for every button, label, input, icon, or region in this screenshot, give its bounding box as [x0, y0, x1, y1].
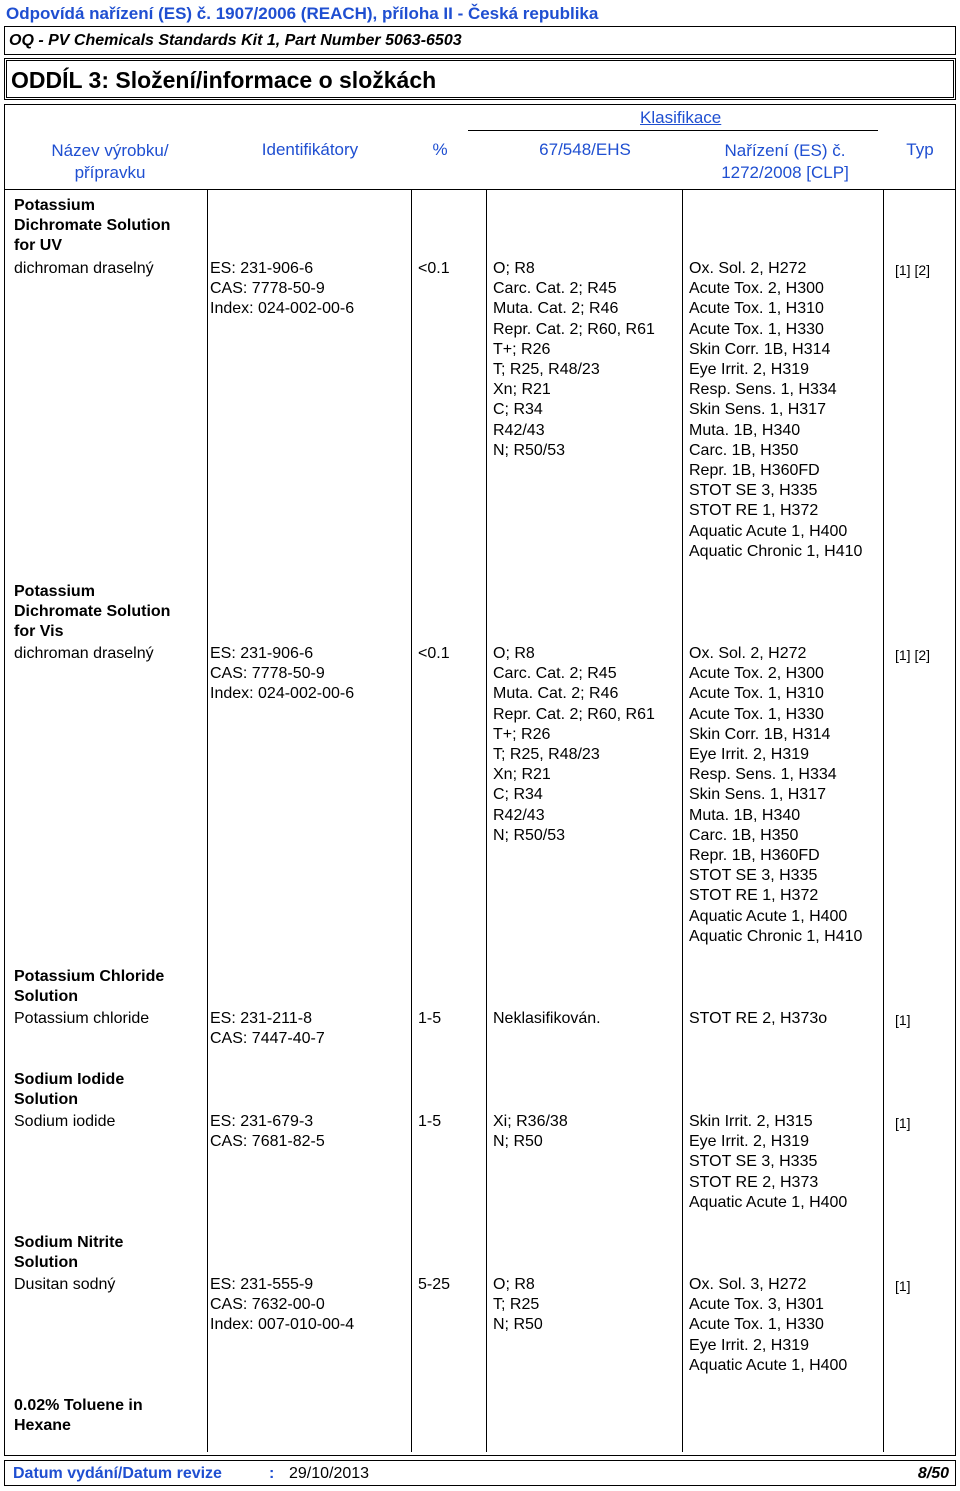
row-substance: Dusitan sodný: [14, 1276, 116, 1293]
row-identifiers: ES: 231-211-8 CAS: 7447-40-7: [210, 1010, 325, 1048]
row-product-name: Potassium Chloride Solution: [14, 968, 165, 1006]
row-clp-classification: Skin Irrit. 2, H315 Eye Irrit. 2, H319 STOT SE 3, H335 STOT RE 2, H373 Aquatic Acute 1, H400: [689, 1113, 848, 1211]
row-product-name: 0.02% Toluene in Hexane: [14, 1397, 143, 1435]
klasifikace-rule: [468, 130, 878, 131]
row-percent: <0.1: [418, 645, 450, 662]
row-identifiers: ES: 231-679-3 CAS: 7681-82-5: [210, 1113, 325, 1151]
column-divider-5: [883, 190, 884, 1452]
row-substance: dichroman draselný: [14, 645, 154, 662]
row-eec-classification: Xi; R36/38 N; R50: [493, 1113, 568, 1151]
row-substance: Potassium chloride: [14, 1010, 150, 1027]
row-identifiers: ES: 231-906-6 CAS: 7778-50-9 Index: 024-002-00-6: [210, 645, 355, 703]
row-percent: 1-5: [418, 1113, 442, 1130]
row-percent: 1-5: [418, 1010, 442, 1027]
header-eec: 67/548/EHS: [539, 140, 631, 159]
revision-date-label: Datum vydání/Datum revize: [13, 1465, 222, 1482]
row-type: [1] [2]: [895, 647, 931, 663]
column-divider-1: [207, 190, 208, 1452]
row-identifiers: ES: 231-906-6 CAS: 7778-50-9 Index: 024-002-00-6: [210, 260, 355, 318]
row-clp-classification: Ox. Sol. 2, H272 Acute Tox. 2, H300 Acute Tox. 1, H310 Acute Tox. 1, H330 Skin Corr. 1B, H314 Eye Irrit. 2, H319 Resp. Sens. 1, H334 Skin Sens. 1, H317 Muta. 1B, H340 Carc. 1B, H350 Repr. 1B, H360FD STOT SE 3, H335 STOT RE 1, H372 Aquatic Acute 1, H400 Aquatic Chronic 1, H410: [689, 645, 863, 945]
row-eec-classification: O; R8 Carc. Cat. 2; R45 Muta. Cat. 2; R46 Repr. Cat. 2; R60, R61 T+; R26 T; R25, R48/23 Xn; R21 C; R34 R42/43 N; R50/53: [493, 260, 655, 459]
header-type: Typ: [906, 140, 934, 159]
header-product-name: Název výrobku/ přípravku: [51, 141, 169, 182]
row-product-name: Sodium Nitrite Solution: [14, 1234, 124, 1272]
revision-date-colon: :: [269, 1465, 275, 1482]
row-identifiers: ES: 231-555-9 CAS: 7632-00-0 Index: 007-010-00-4: [210, 1276, 355, 1334]
row-product-name: Potassium Dichromate Solution for Vis: [14, 583, 171, 641]
header-identifiers: Identifikátory: [261, 140, 359, 159]
regulation-title: Odpovídá nařízení (ES) č. 1907/2006 (REACH), příloha II - Česká republika: [6, 4, 599, 23]
row-type: [1] [2]: [895, 262, 931, 278]
row-eec-classification: Neklasifikován.: [493, 1010, 601, 1027]
section-heading: ODDÍL 3: Složení/informace o složkách: [4, 58, 956, 100]
column-divider-3: [486, 190, 487, 1452]
row-clp-classification: Ox. Sol. 3, H272 Acute Tox. 3, H301 Acute Tox. 1, H330 Eye Irrit. 2, H319 Aquatic Acute 1, H400: [689, 1276, 848, 1374]
header-rule: [4, 189, 956, 190]
row-type: [1]: [895, 1115, 911, 1131]
page-number: 8/50: [917, 1465, 949, 1482]
footer: [4, 1460, 956, 1486]
header-percent: %: [432, 140, 448, 159]
row-eec-classification: O; R8 T; R25 N; R50: [493, 1276, 543, 1334]
row-product-name: Sodium Iodide Solution: [14, 1071, 125, 1109]
klasifikace-heading: Klasifikace: [640, 108, 722, 127]
row-substance: Sodium iodide: [14, 1113, 116, 1130]
row-percent: 5-25: [418, 1276, 451, 1293]
column-divider-4: [682, 190, 683, 1452]
row-substance: dichroman draselný: [14, 260, 154, 277]
row-clp-classification: STOT RE 2, H373o: [689, 1010, 828, 1027]
product-name: OQ - PV Chemicals Standards Kit 1, Part Number 5063-6503: [4, 26, 956, 55]
revision-date: 29/10/2013: [289, 1465, 370, 1482]
row-product-name: Potassium Dichromate Solution for UV: [14, 197, 171, 255]
row-type: [1]: [895, 1012, 911, 1028]
row-clp-classification: Ox. Sol. 2, H272 Acute Tox. 2, H300 Acute Tox. 1, H310 Acute Tox. 1, H330 Skin Corr. 1B, H314 Eye Irrit. 2, H319 Resp. Sens. 1, H334 Skin Sens. 1, H317 Muta. 1B, H340 Carc. 1B, H350 Repr. 1B, H360FD STOT SE 3, H335 STOT RE 1, H372 Aquatic Acute 1, H400 Aquatic Chronic 1, H410: [689, 260, 863, 560]
row-type: [1]: [895, 1278, 911, 1294]
row-eec-classification: O; R8 Carc. Cat. 2; R45 Muta. Cat. 2; R46 Repr. Cat. 2; R60, R61 T+; R26 T; R25, R48/23 Xn; R21 C; R34 R42/43 N; R50/53: [493, 645, 655, 844]
row-percent: <0.1: [418, 260, 450, 277]
column-divider-2: [411, 190, 412, 1452]
header-clp: Nařízení (ES) č. 1272/2008 [CLP]: [721, 141, 849, 182]
